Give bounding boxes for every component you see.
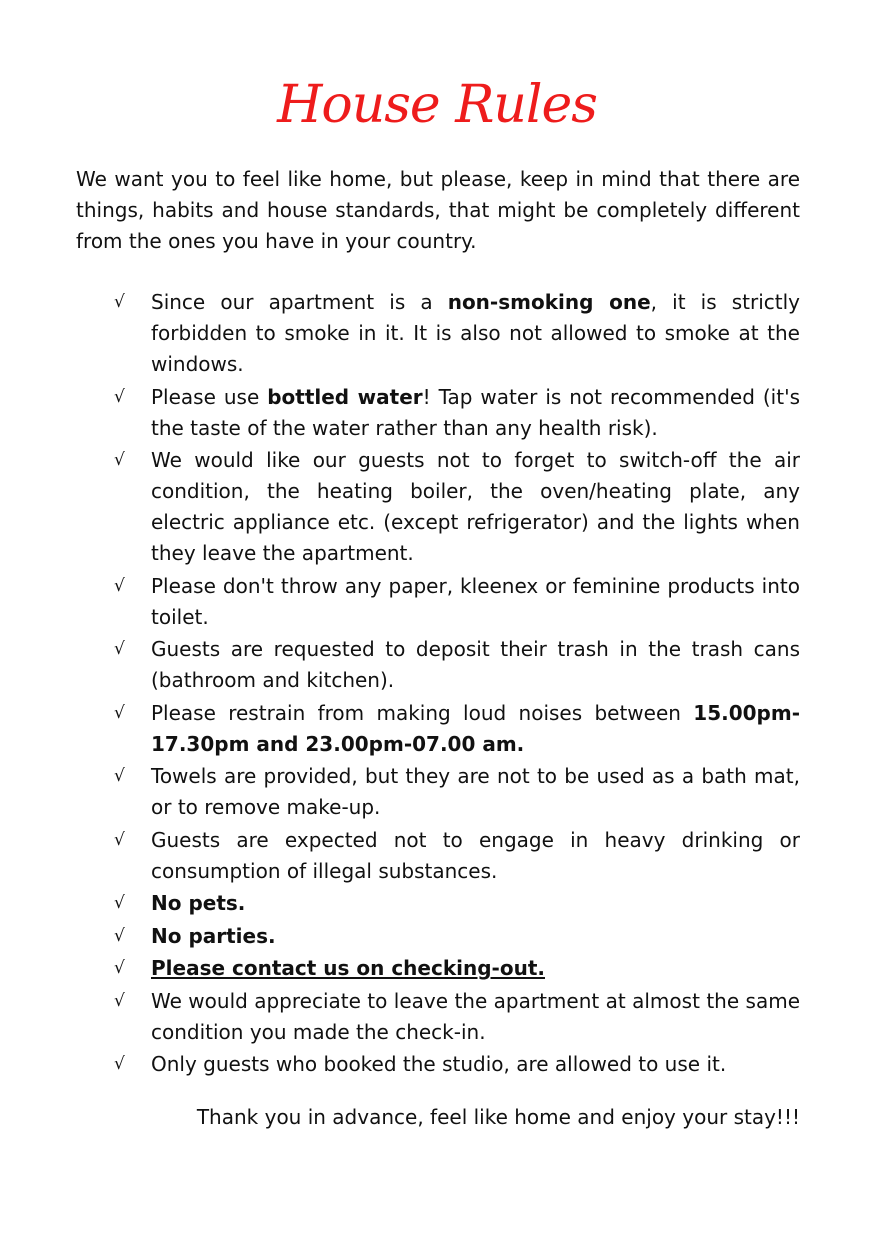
page-title: House Rules — [277, 75, 597, 135]
rule-text — [151, 986, 800, 1048]
rule-text — [151, 382, 800, 444]
rule-item — [0, 698, 800, 760]
rule-text-plain: Since our apartment is a — [151, 290, 448, 314]
rule-text-underlined: Please contact us on checking-out. — [151, 956, 545, 980]
rule-text-plain: We would appreciate to leave the apartment at almost the same condition you made the check-in. — [151, 988, 800, 1044]
rules-list — [0, 287, 874, 1082]
rule-text-plain: Guests are expected not to engage in heavy drinking or consumption of illegal substances. — [151, 827, 800, 883]
checkmark-icon: √ — [114, 766, 125, 786]
rule-text-plain: We would like our guests not to forget to switch-off the air condition, the heating boiler, the oven/heating plate, any electric appliance etc. (except refrigerator) and the lights when they leave the apartment. — [151, 448, 800, 565]
rule-text-plain: Please don't throw any paper, kleenex or feminine products into toilet. — [151, 573, 800, 629]
checkmark-icon: √ — [114, 292, 125, 312]
rule-item — [0, 571, 800, 633]
rule-text-plain: Guests are requested to deposit their trash in the trash cans (bathroom and kitchen). — [151, 637, 800, 692]
rule-item — [0, 888, 800, 919]
rule-text-plain: Only guests who booked the studio, are allowed to use it. — [151, 1052, 727, 1076]
checkmark-icon: √ — [114, 702, 125, 723]
rule-item — [0, 287, 800, 380]
rule-text — [151, 571, 800, 633]
rule-text — [151, 287, 800, 380]
rule-text-bold — [151, 956, 545, 980]
rule-text — [151, 888, 800, 919]
rule-text-plain: Towels are provided, but they are not to be used as a bath mat, or to remove make-up. — [151, 764, 800, 819]
checkmark-icon: √ — [114, 958, 125, 978]
checkmark-icon: √ — [114, 450, 125, 470]
checkmark-icon: √ — [114, 575, 125, 596]
rule-text — [151, 445, 800, 569]
rule-text-plain: Please restrain from making loud noises between — [151, 700, 694, 725]
rule-text-plain: ! Tap water is not recommended (it's the taste of the water rather than any health risk). — [151, 384, 800, 440]
checkmark-icon: √ — [114, 893, 125, 913]
rule-text — [151, 698, 800, 760]
rule-text-plain: , it is strictly forbidden to smoke in it. It is also not allowed to smoke at the windows. — [151, 290, 800, 376]
rule-text-plain: Please use — [151, 384, 268, 409]
checkmark-icon: √ — [114, 639, 125, 659]
rule-item — [0, 761, 800, 823]
rule-item — [0, 382, 800, 444]
rule-item — [0, 445, 800, 569]
rule-text — [151, 634, 800, 696]
rule-text-bold: 15.00pm-17.30pm and 23.00pm-07.00 am. — [151, 700, 800, 756]
checkmark-icon: √ — [114, 990, 125, 1011]
rule-text-bold: No pets. — [151, 891, 246, 915]
rule-item — [0, 634, 800, 696]
rule-text-bold: bottled water — [267, 384, 423, 409]
rule-text-bold: non-smoking one — [447, 290, 651, 314]
rule-text — [151, 761, 800, 823]
rule-text — [151, 921, 800, 952]
rule-text — [151, 1049, 800, 1080]
checkmark-icon: √ — [114, 386, 125, 407]
checkmark-icon: √ — [114, 925, 125, 946]
checkmark-icon: √ — [114, 829, 125, 850]
rule-item — [0, 953, 800, 984]
checkmark-icon: √ — [114, 1054, 125, 1074]
rule-item — [0, 1049, 800, 1080]
rule-item — [0, 921, 800, 952]
rule-text — [151, 825, 800, 887]
rule-item — [0, 986, 800, 1048]
rule-item — [0, 825, 800, 887]
intro-paragraph: We want you to feel like home, but please, keep in mind that there are things, habits and house standards, that might be completely different from the ones you have in your country. — [76, 167, 800, 253]
rule-text-bold: No parties. — [151, 923, 276, 948]
closing-message: Thank you in advance, feel like home and enjoy your stay!!! — [196, 1105, 800, 1129]
rule-text — [151, 953, 800, 984]
